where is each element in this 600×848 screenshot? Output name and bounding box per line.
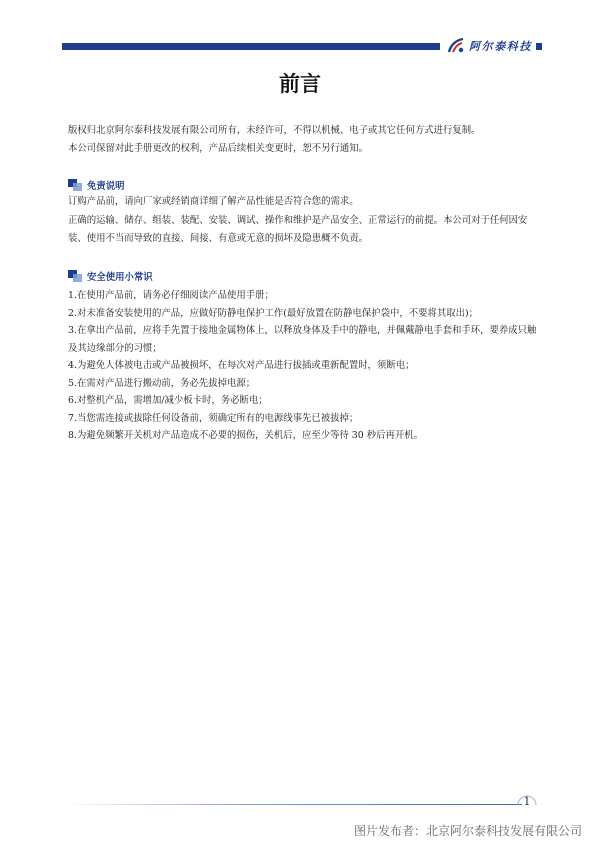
disclaimer-paragraph: 正确的运输、储存、组装、装配、安装、调试、操作和维护是产品安全、正常运行的前提。本公司对于任何因安装、使用不当而导致的直接、间接、有意或无意的损坏及隐患概不负责。 [68, 215, 528, 244]
intro-paragraph: 版权归北京阿尔泰科技发展有限公司所有，未经许可，不得以机械、电子或其它任何方式进行复制。 [68, 125, 481, 136]
list-item: 8.为避免频繁开关机对产品造成不必要的损伤，关机后，应至少等待 30 秒后再开机。 [68, 430, 423, 441]
safety-list [68, 287, 538, 445]
list-item: 4.为避免人体被电击或产品被损坏，在每次对产品进行拔插或重新配置时，须断电； [68, 360, 415, 371]
footer-rule [62, 804, 522, 805]
header-rule [62, 43, 440, 50]
disclaimer-heading [68, 177, 125, 193]
company-logo-text: 阿尔泰科技 [469, 40, 532, 53]
list-item: 7.当您需连接或拔除任何设备前，须确定所有的电源线事先已被拔掉； [68, 412, 359, 424]
safety-heading [68, 268, 153, 284]
list-item: 5.在需对产品进行搬动前，务必先拔掉电源； [68, 377, 256, 389]
page-number: 1 [523, 795, 531, 808]
safety-title: 安全使用小常识 [87, 272, 153, 283]
section-bullet-icon [68, 179, 82, 191]
watermark-text: 图片发布者：北京阿尔泰科技发展有限公司 [353, 824, 582, 838]
section-bullet-icon [68, 270, 82, 282]
list-item: 1.在使用产品前，请务必仔细阅读产品使用手册； [68, 290, 274, 301]
list-item: 6.对整机产品，需增加/减少板卡时，务必断电； [68, 395, 268, 406]
company-logo-icon [446, 36, 466, 56]
disclaimer-paragraph: 订购产品前，请向厂家或经销商详细了解产品性能是否符合您的需求。 [68, 196, 359, 207]
list-item: 3.在拿出产品前，应将手先置于接地金属物体上，以释放身体及手中的静电，并佩戴静电手套和手环，要养成只触及其边缘部分的习惯； [68, 325, 537, 354]
header-rule-end [536, 43, 542, 50]
company-logo [446, 36, 532, 56]
intro-paragraph: 本公司保留对此手册更改的权利，产品后续相关变更时，恕不另行通知。 [68, 143, 369, 154]
page-title: 前言 [279, 72, 321, 96]
disclaimer-title: 免责说明 [87, 181, 125, 192]
page-number-badge [516, 793, 538, 815]
list-item: 2.对未准备安装使用的产品，应做好防静电保护工作(最好放置在防静电保护袋中，不要将其取出)； [68, 307, 479, 319]
